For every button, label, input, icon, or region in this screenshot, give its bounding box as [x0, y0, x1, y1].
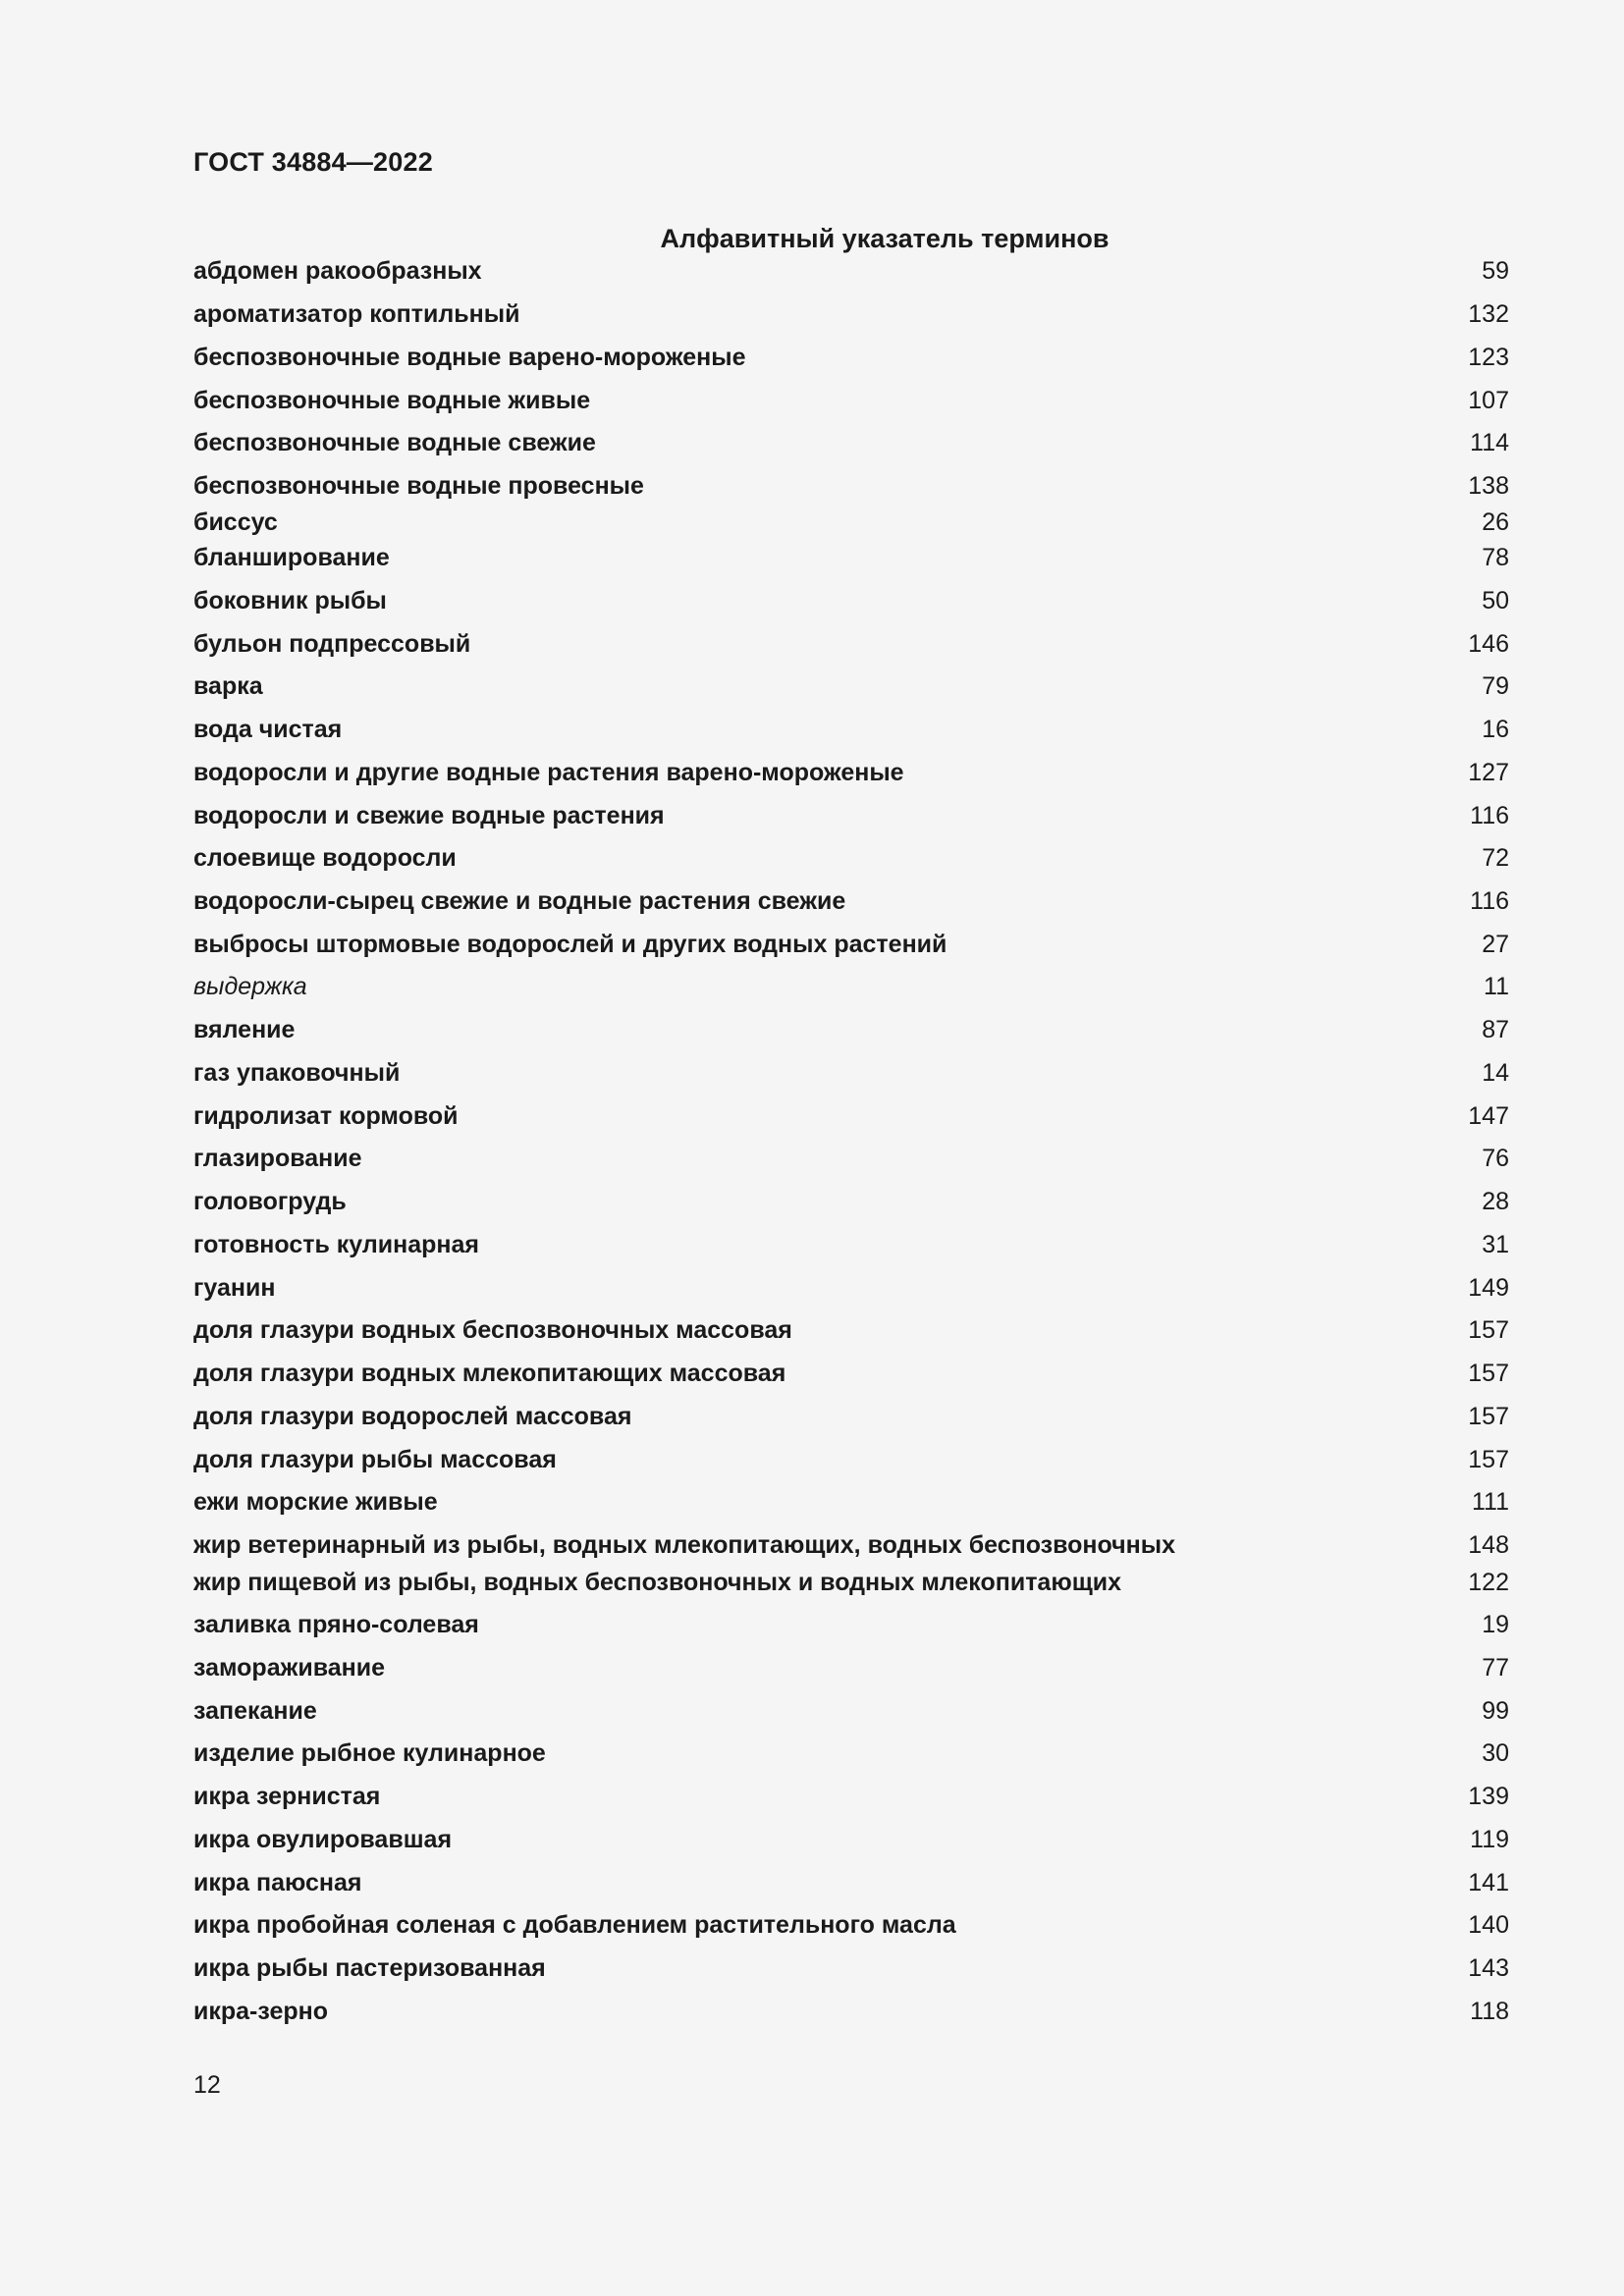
index-term: варка: [193, 672, 263, 700]
index-entry: [193, 540, 1509, 575]
index-term: беспозвоночные водные живые: [193, 387, 591, 414]
index-page-ref: 157: [1468, 1403, 1509, 1430]
index-entry: [193, 1141, 1509, 1176]
index-term: доля глазури рыбы массовая: [193, 1446, 557, 1473]
index-page-ref: 138: [1468, 472, 1509, 500]
index-entry: [193, 668, 1509, 704]
index-page-ref: 26: [1482, 508, 1509, 536]
index-term: заливка пряно-солевая: [193, 1611, 479, 1638]
index-page-ref: 78: [1482, 544, 1509, 571]
index-page-ref: 14: [1482, 1059, 1509, 1087]
index-entry: [193, 468, 1509, 504]
index-entry: [193, 1399, 1509, 1434]
page-number: 12: [193, 2071, 221, 2099]
index-term: изделие рыбное кулинарное: [193, 1739, 546, 1767]
index-term: водоросли и свежие водные растения: [193, 802, 665, 829]
index-entry: [193, 296, 1509, 332]
index-entry: [193, 1693, 1509, 1729]
index-entry: [193, 583, 1509, 618]
index-page-ref: 116: [1470, 802, 1509, 829]
index-term: слоевище водоросли: [193, 844, 457, 872]
index-term: икра овулировавшая: [193, 1826, 453, 1853]
index-term: икра пробойная соленая с добавлением растительного масла: [193, 1911, 956, 1939]
index-page-ref: 31: [1482, 1231, 1509, 1258]
index-page-ref: 11: [1484, 973, 1509, 1000]
index-entry: [193, 1565, 1509, 1600]
index-page-ref: 132: [1468, 300, 1509, 328]
index-page-ref: 19: [1482, 1611, 1509, 1638]
index-entry: [193, 1607, 1509, 1642]
index-page-ref: 118: [1470, 1998, 1509, 2025]
index-term: запекание: [193, 1697, 317, 1725]
index-entry: [193, 840, 1509, 876]
index-term: икра-зерно: [193, 1998, 329, 2025]
index-term: икра рыбы пастеризованная: [193, 1954, 546, 1982]
index-term: ароматизатор коптильный: [193, 300, 520, 328]
index-entry: [193, 1822, 1509, 1857]
index-page-ref: 107: [1468, 387, 1509, 414]
index-page-ref: 72: [1482, 844, 1509, 872]
index-entry: [193, 425, 1509, 460]
index-entry: [193, 755, 1509, 790]
index-term: беспозвоночные водные варено-мороженые: [193, 344, 746, 371]
index-page-ref: 116: [1470, 887, 1509, 915]
index-entry: [193, 626, 1509, 662]
index-page-ref: 76: [1482, 1145, 1509, 1172]
index-term: биссус: [193, 508, 278, 536]
index-page-ref: 77: [1482, 1654, 1509, 1682]
index-term: выдержка: [193, 973, 307, 1000]
index-page-ref: 147: [1468, 1102, 1509, 1130]
index-page-ref: 139: [1468, 1783, 1509, 1810]
index-entry: [193, 927, 1509, 962]
index-page-ref: 146: [1468, 630, 1509, 658]
index-page-ref: 30: [1482, 1739, 1509, 1767]
index-page-ref: 122: [1468, 1569, 1509, 1596]
index-page-ref: 141: [1468, 1869, 1509, 1896]
index-entry: [193, 1779, 1509, 1814]
index-term: готовность кулинарная: [193, 1231, 479, 1258]
index-page-ref: 16: [1482, 716, 1509, 743]
index-entry: [193, 1227, 1509, 1262]
index-term: выбросы штормовые водорослей и других водных растений: [193, 931, 947, 958]
index-page-ref: 157: [1468, 1360, 1509, 1387]
index-term: икра зернистая: [193, 1783, 381, 1810]
index-entry: [193, 253, 1509, 289]
index-term: водоросли и другие водные растения варено-мороженые: [193, 759, 904, 786]
index-page-ref: 114: [1470, 429, 1509, 456]
index-entry: [193, 383, 1509, 418]
index-entry: [193, 883, 1509, 919]
index-entry: [193, 1865, 1509, 1900]
index-page-ref: 143: [1468, 1954, 1509, 1982]
index-page-ref: 140: [1468, 1911, 1509, 1939]
index-entry: [193, 1994, 1509, 2029]
index-term: доля глазури водных млекопитающих массовая: [193, 1360, 786, 1387]
index-entry: [193, 1270, 1509, 1306]
index-term: вяление: [193, 1016, 296, 1043]
index-entry: [193, 505, 1509, 540]
index-term: боковник рыбы: [193, 587, 387, 614]
index-term: доля глазури водорослей массовая: [193, 1403, 632, 1430]
index-page-ref: 28: [1482, 1188, 1509, 1215]
index-title: Алфавитный указатель терминов: [660, 224, 1110, 253]
index-page-ref: 148: [1468, 1531, 1509, 1559]
index-entry: [193, 1055, 1509, 1091]
index-term: гуанин: [193, 1274, 276, 1302]
index-term: замораживание: [193, 1654, 386, 1682]
index-entry: [193, 1484, 1509, 1520]
index-entry: [193, 1312, 1509, 1348]
index-entry: [193, 1012, 1509, 1047]
index-page-ref: 99: [1482, 1697, 1509, 1725]
index-term: абдомен ракообразных: [193, 257, 482, 285]
index-term: беспозвоночные водные свежие: [193, 429, 596, 456]
index-entry: [193, 1950, 1509, 1986]
index-term: ежи морские живые: [193, 1488, 438, 1516]
index-term: беспозвоночные водные провесные: [193, 472, 644, 500]
index-page-ref: 157: [1468, 1446, 1509, 1473]
index-term: бланширование: [193, 544, 390, 571]
index-term: бульон подпрессовый: [193, 630, 471, 658]
index-page-ref: 111: [1471, 1488, 1509, 1516]
index-entry: [193, 1356, 1509, 1391]
index-page-ref: 149: [1468, 1274, 1509, 1302]
index-page-ref: 79: [1482, 672, 1509, 700]
index-term: глазирование: [193, 1145, 362, 1172]
document-code: ГОСТ 34884—2022: [193, 147, 433, 177]
index-page-ref: 50: [1482, 587, 1509, 614]
index-term: головогрудь: [193, 1188, 347, 1215]
index-entry: [193, 1442, 1509, 1477]
index-term: вода чистая: [193, 716, 343, 743]
index-term: газ упаковочный: [193, 1059, 401, 1087]
index-entry: [193, 1184, 1509, 1219]
index-entry: [193, 1907, 1509, 1943]
index-page-ref: 127: [1468, 759, 1509, 786]
index-entry: [193, 712, 1509, 747]
index-page-ref: 87: [1482, 1016, 1509, 1043]
index-term: жир пищевой из рыбы, водных беспозвоночных и водных млекопитающих: [193, 1569, 1122, 1596]
index-term: гидролизат кормовой: [193, 1102, 459, 1130]
index-entry: [193, 969, 1509, 1004]
index-entry: [193, 1527, 1509, 1563]
index-term: икра паюсная: [193, 1869, 362, 1896]
index-page-ref: 59: [1482, 257, 1509, 285]
index-term: жир ветеринарный из рыбы, водных млекопитающих, водных беспозвоночных: [193, 1531, 1176, 1559]
index-entry: [193, 1650, 1509, 1685]
index-term: водоросли-сырец свежие и водные растения свежие: [193, 887, 846, 915]
index-page-ref: 119: [1470, 1826, 1509, 1853]
index-entry: [193, 798, 1509, 833]
index-term: доля глазури водных беспозвоночных массовая: [193, 1316, 792, 1344]
index-entry: [193, 340, 1509, 375]
index-entry: [193, 1098, 1509, 1134]
index-page-ref: 123: [1468, 344, 1509, 371]
index-page-ref: 27: [1482, 931, 1509, 958]
index-entry: [193, 1735, 1509, 1771]
index-page-ref: 157: [1468, 1316, 1509, 1344]
